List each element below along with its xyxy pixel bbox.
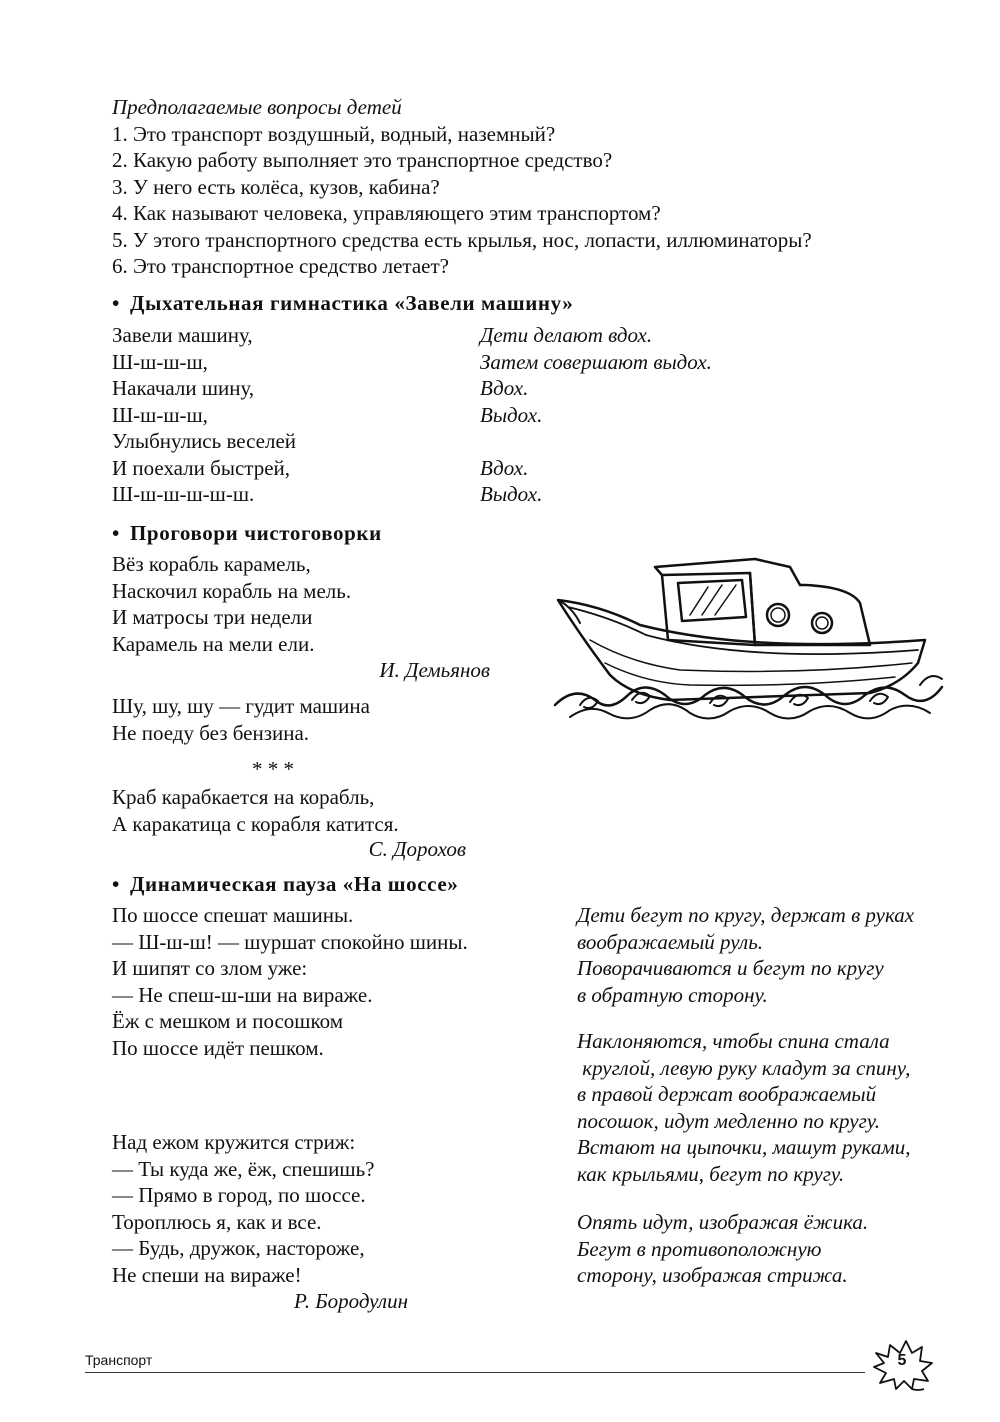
- questions-block: [112, 94, 812, 280]
- boat-front-cabin: [662, 573, 755, 645]
- author-demyanov: И. Демьянов: [379, 658, 490, 682]
- twister-verse-2: [112, 693, 370, 746]
- breathing-verse: [112, 322, 296, 508]
- verse-line: Наскочил корабль на мель.: [112, 578, 352, 603]
- verse-line: — Не спеш-ш-ши на вираже.: [112, 982, 373, 1007]
- breathing-heading: [112, 290, 573, 317]
- verse-line: — Прямо в город, по шоссе.: [112, 1183, 366, 1207]
- verse-line: По шоссе спешат машины.: [112, 903, 354, 927]
- verse-line: И матросы три недели: [112, 605, 313, 629]
- question-item: 1. Это транспорт воздушный, водный, наземный?: [112, 121, 556, 146]
- action-line: Дети делают вдох.: [480, 323, 653, 347]
- action-line: Вдох.: [480, 376, 529, 400]
- action-line: Дети бегут по кругу, держат в руках: [577, 903, 915, 927]
- action-line: воображаемый руль.: [577, 929, 763, 954]
- action-line: Выдох.: [480, 482, 543, 506]
- question-item: 4. Как называют человека, управляющего этим транспортом?: [112, 201, 661, 225]
- action-line: [480, 428, 712, 455]
- verse-line: Тороплюсь я, как и все.: [112, 1209, 322, 1234]
- bullet-icon: •: [112, 521, 120, 545]
- verse-line: И поехали быстрей,: [112, 455, 291, 480]
- verse-line: А каракатица с корабля катится.: [112, 811, 399, 836]
- action-line: круглой, левую руку кладут за спину,: [577, 1055, 911, 1080]
- dynamic-pause-heading-text: Динамическая пауза «На шоссе»: [130, 872, 459, 896]
- bullet-icon: •: [112, 872, 120, 896]
- page-number: 5: [897, 1352, 907, 1369]
- dynamic-pause-heading: [112, 871, 458, 898]
- action-line: Бегут в противоположную: [577, 1236, 822, 1261]
- author-borodulin: Р. Бородулин: [293, 1289, 408, 1313]
- pause-actions-3: [577, 1209, 868, 1289]
- verse-line: — Ты куда же, ёж, спешишь?: [112, 1156, 375, 1181]
- question-item: 3. У него есть колёса, кузов, кабина?: [112, 174, 440, 199]
- action-line: Выдох.: [480, 402, 543, 427]
- action-line: сторону, изображая стрижа.: [577, 1263, 848, 1287]
- action-line: Опять идут, изображая ёжика.: [577, 1210, 869, 1234]
- verse-line: Шу, шу, шу — гудит машина: [112, 694, 370, 718]
- verse-line: Ш-ш-ш-ш-ш-ш.: [112, 482, 255, 506]
- action-line: в правой держат воображаемый: [577, 1082, 877, 1106]
- verse-line: По шоссе идёт пешком.: [112, 1035, 324, 1060]
- twister-verse-3: [112, 784, 399, 837]
- tongue-twisters-heading: [112, 520, 382, 547]
- question-item: 5. У этого транспортного средства есть крылья, нос, лопасти, иллюминаторы?: [112, 227, 812, 252]
- footer-section-label: Транспорт: [85, 1352, 153, 1368]
- questions-title: Предполагаемые вопросы детей: [112, 95, 402, 119]
- verse-line: Ш-ш-ш-ш,: [112, 402, 208, 427]
- pause-verse-1: [112, 902, 468, 1061]
- breathing-heading-text: Дыхательная гимнастика «Завели машину»: [130, 291, 574, 315]
- action-line: Затем совершают выдох.: [480, 349, 712, 374]
- action-line: как крыльями, бегут по кругу.: [577, 1161, 845, 1186]
- verse-line: — Ш-ш-ш! — шуршат спокойно шины.: [112, 929, 468, 954]
- boat-illustration: [550, 545, 950, 735]
- pause-verse-2: [112, 1129, 374, 1288]
- verse-line: Ёж с мешком и посошком: [112, 1009, 343, 1033]
- action-line: Встают на цыпочки, машут руками,: [577, 1135, 911, 1159]
- question-item: 6. Это транспортное средство летает?: [112, 254, 449, 278]
- verse-line: Не спеши на вираже!: [112, 1262, 302, 1287]
- verse-line: Завели машину,: [112, 323, 253, 347]
- verse-line: Улыбнулись веселей: [112, 429, 297, 453]
- pause-actions-1: [577, 902, 914, 1008]
- verse-line: Ш-ш-ш-ш,: [112, 349, 208, 374]
- pause-actions-2: [577, 1028, 910, 1187]
- tongue-twisters-heading-text: Проговори чистоговорки: [130, 521, 382, 545]
- porthole: [812, 613, 832, 633]
- verse-line: Над ежом кружится стриж:: [112, 1130, 356, 1154]
- action-line: Вдох.: [480, 455, 529, 480]
- action-line: Поворачиваются и бегут по кругу: [577, 956, 884, 980]
- action-line: посошок, идут медленно по кругу.: [577, 1108, 881, 1133]
- stars-separator: * * *: [252, 757, 294, 781]
- verse-line: Не поеду без бензина.: [112, 720, 310, 745]
- verse-line: Краб карабкается на корабль,: [112, 785, 375, 809]
- question-item: 2. Какую работу выполняет это транспортное средство?: [112, 148, 613, 172]
- verse-line: Накачали шину,: [112, 376, 255, 400]
- author-dorokhov: С. Дорохов: [368, 837, 466, 861]
- breathing-actions: [480, 322, 712, 508]
- verse-line: Карамель на мели ели.: [112, 631, 315, 656]
- footer-rule: [85, 1372, 865, 1373]
- action-line: в обратную сторону.: [577, 982, 768, 1007]
- twister-verse-1: [112, 551, 351, 657]
- bullet-icon: •: [112, 291, 120, 315]
- verse-line: Вёз корабль карамель,: [112, 552, 311, 576]
- action-line: Наклоняются, чтобы спина стала: [577, 1029, 890, 1053]
- verse-line: И шипят со злом уже:: [112, 956, 308, 980]
- verse-line: — Будь, дружок, настороже,: [112, 1236, 365, 1260]
